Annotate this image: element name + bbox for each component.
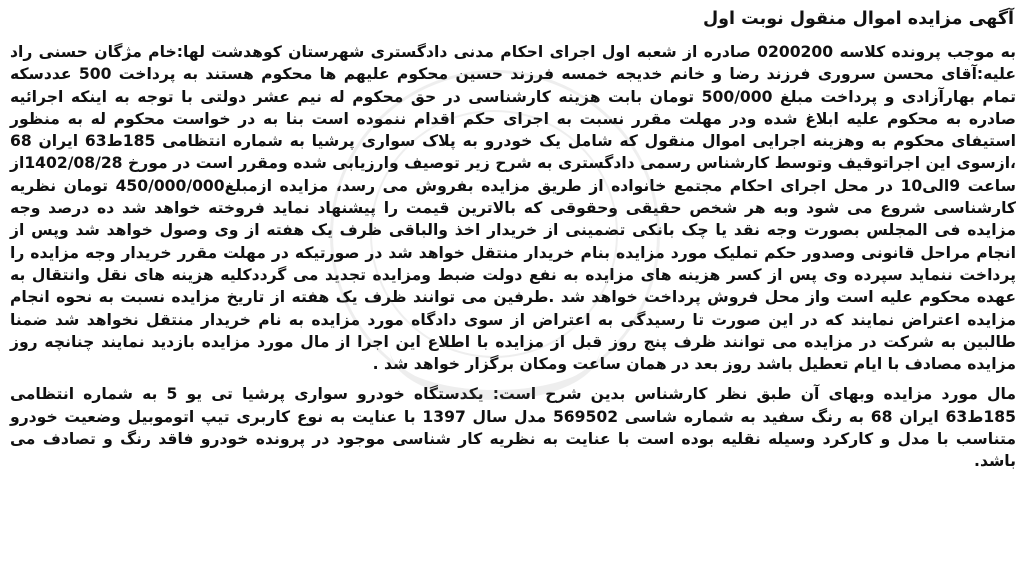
- notice-title: آگهی مزایده اموال منقول نوبت اول: [702, 9, 1014, 29]
- notice-details: مال مورد مزایده وبهای آن طبق نظر کارشناس بدین شرح است: یکدستگاه خودرو سواری پرشیا تی یو 5 به شماره انتظامی 185ط63 ایران 68 به رنگ سفید به شماره شاسی 569502 مدل سال 1397 با عنایت به نوع کاربری تیپ اتوموبیل وضعیت خودرو متناسب با مدل و کارکرد وسیله نقلیه بوده است با عنایت به نظریه کار شناسی موجود در پرونده خودرو فاقد رنگ و تصادف می باشد.: [10, 385, 1017, 471]
- notice-body: به موجب پرونده کلاسه 0200200 صادره از شعبه اول اجرای احکام مدنی دادگستری شهرستان کوهدشت لها:خام مژگان حسنی راد علیه:آقای محسن سروری فرزند رضا و خانم خدیجه خمسه فرزند حسین محکوم علیهم ها محکوم هستند به پرداخت 500 عددسکه تمام بهارآزادی و پرداخت مبلغ 500/000 تومان بابت هزینه کارشناسی در حق محکوم له نیم عشر دولتی با توجه به اینکه اجرائیه صادره به محکوم علیه ابلاغ شده ودر مهلت مقرر نسبت به اجرای حکم اقدام ننموده است بنا به در خواست محکوم له به منظور استیفای محکوم به وهزینه اجرایی اموال منقول که شامل یک خودرو به پلاک سواری پرشیا به شماره انتظامی 185ط63 ایران 68 ،ازسوی این اجراتوقیف وتوسط کارشناس رسمی دادگستری به شرح زیر توصیف وارزیابی شده ومقرر است در مورخ 1402/08/28از ساعت 9الی10 در محل اجرای احکام مجتمع خانواده از طریق مزایده بفروش می رسد، مزایده ازمبلغ450/000/000 تومان نظریه کارشناسی شروع می شود وبه هر شخص حقیقی وحقوقی که بالاترین قیمت را پیشنهاد نماید فروخته خواهد شد ده درصد وجه مزایده فی المجلس بصورت وجه نقد یا چک بانکی تضمینی از خریدار اخذ والباقی ظرف یک هفته از وی وصول خواهد شد وپس از انجام مراحل قانونی وصدور حکم تملیک مورد مزایده بنام خریدار منتقل خواهد شد در صورتیکه در مهلت مقرر خریدار وجه مزایده را پرداخت ننماید سپرده وی پس از کسر هزینه های مزایده به نفع دولت ضبط ومزایده تجدید می گرددکلیه هزینه های نقل وانتقال به عهده محکوم علیه است واز محل فروش پرداخت خواهد شد .طرفین می توانند ظرف یک هفته از تاریخ مزایده نسبت به نحوه انجام مزایده اعتراض نمایند که در این صورت تا رسیدگی به اعتراض از سوی دادگاه مورد مزایده به نام خریدار منتقل نخواهد شد ضمنا طالبین به شرکت در مزایده می توانند ظرف پنج روز قبل از مزایده با اطلاع این اجرا از مال مورد مزایده بازدید نمایند چنانچه روز مزایده مصادف با ایام تعطیل باشد روز بعد در همان ساعت ومکان برگزار خواهد شد .: [10, 43, 1017, 374]
